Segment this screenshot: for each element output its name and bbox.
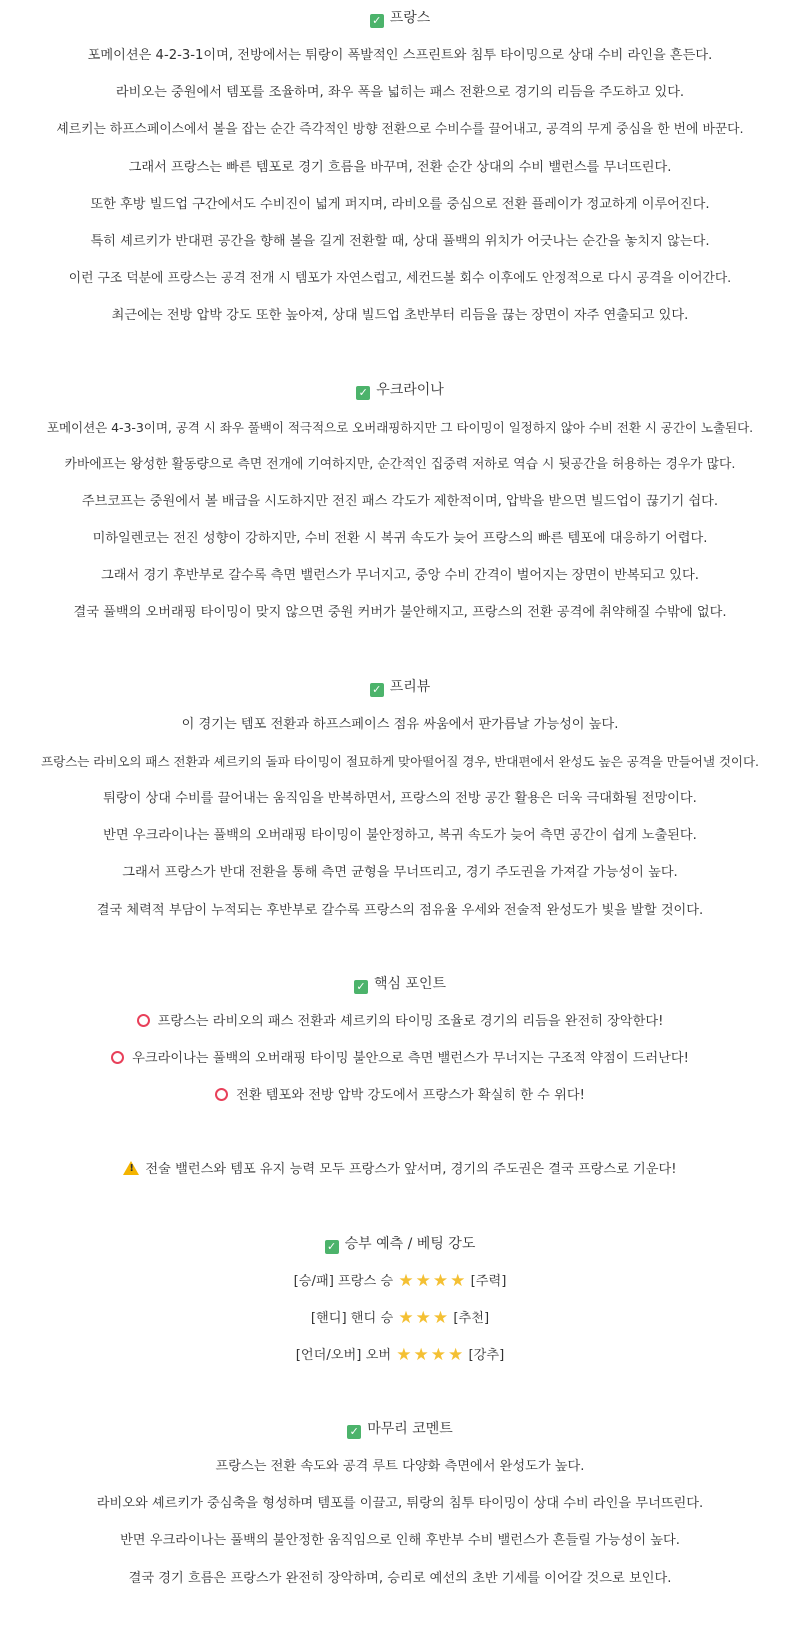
section-ukraine [0, 372, 800, 632]
circle-icon [137, 1014, 150, 1027]
star-icon: ★ [432, 1270, 449, 1291]
warning-text: 전술 밸런스와 템포 유지 능력 모두 프랑스가 앞서며, 경기의 주도권은 결국 프랑스로 기운다! [145, 1162, 677, 1178]
spacer [0, 1374, 800, 1411]
ukraine-heading [0, 372, 800, 409]
preview-heading-text: 프리뷰 [389, 678, 431, 695]
closing-line: 프랑스는 전환 속도와 공격 루트 다양화 측면에서 완성도가 높다. [215, 1459, 585, 1475]
spacer [0, 1189, 800, 1226]
prediction-row [0, 1263, 800, 1300]
section-preview [0, 669, 800, 929]
star-icon: ★ [396, 1344, 412, 1365]
star-rating [397, 1307, 449, 1328]
key-points-heading-text: 핵심 포인트 [373, 975, 447, 992]
star-rating [397, 1270, 466, 1291]
france-line: 이런 구조 덕분에 프랑스는 공격 전개 시 템포가 자연스럽고, 세컨드볼 회수 이후에도 안정적으로 다시 공격을 이어간다. [68, 271, 732, 287]
preview-line: 그래서 프랑스가 반대 전환을 통해 측면 균형을 무너뜨리고, 경기 주도권을 가져갈 가능성이 높다. [122, 865, 678, 881]
key-point-text: 프랑스는 라비오의 패스 전환과 셰르키의 타이밍 조율로 경기의 리듬을 완전히 장악한다! [157, 1013, 664, 1029]
closing-heading-text: 마무리 코멘트 [367, 1421, 453, 1438]
key-point-text: 우크라이나는 풀백의 오버래핑 타이밍 불안으로 측면 밸런스가 무너지는 구조적 약점이 드러난다! [132, 1050, 689, 1066]
star-icon: ★ [432, 1307, 449, 1328]
warning-icon [123, 1161, 139, 1175]
ukraine-line: 결국 풀백의 오버래핑 타이밍이 맞지 않으면 중원 커버가 불안해지고, 프랑스의 전환 공격에 취약해질 수밖에 없다. [73, 605, 727, 621]
star-icon: ★ [415, 1307, 431, 1328]
prediction-heading [0, 1226, 800, 1263]
section-france [0, 0, 800, 335]
ukraine-line: 포메이션은 4-3-3이며, 공격 시 좌우 풀백이 적극적으로 오버래핑하지만 그 타이밍이 일정하지 않아 수비 전환 시 공간이 노출된다. [46, 419, 754, 435]
check-icon: ✓ [347, 1425, 361, 1439]
ukraine-line: 카바에프는 왕성한 활동량으로 측면 전개에 기여하지만, 순간적인 집중력 저하로 역습 시 뒷공간을 허용하는 경우가 많다. [64, 456, 736, 472]
circle-icon [111, 1051, 124, 1064]
star-icon: ★ [398, 1307, 414, 1328]
star-icon: ★ [415, 1270, 431, 1291]
france-line: 최근에는 전방 압박 강도 또한 높아져, 상대 빌드업 초반부터 리듬을 끊는 장면이 자주 연출되고 있다. [111, 308, 689, 324]
spacer [0, 632, 800, 669]
check-icon: ✓ [354, 980, 368, 994]
preview-line: 프랑스는 라비오의 패스 전환과 셰르키의 돌파 타이밍이 절묘하게 맞아떨어질 경우, 반대편에서 완성도 높은 공격을 만들어낼 것이다. [41, 753, 759, 769]
prediction-row [0, 1337, 800, 1374]
prediction-strength: [강추] [468, 1347, 505, 1363]
ukraine-line: 미하일렌코는 전진 성향이 강하지만, 수비 전환 시 복귀 속도가 늦어 프랑스의 빠른 템포에 대응하기 어렵다. [92, 531, 708, 547]
spacer [0, 929, 800, 966]
france-line: 포메이션은 4-2-3-1이며, 전방에서는 튀랑이 폭발적인 스프린트와 침투 타이밍으로 상대 수비 라인을 흔든다. [87, 48, 713, 63]
section-key-points [0, 966, 800, 1115]
ukraine-heading-text: 우크라이나 [376, 381, 444, 398]
preview-line: 튀랑이 상대 수비를 끌어내는 움직임을 반복하면서, 프랑스의 전방 공간 활용은 더욱 극대화될 전망이다. [103, 791, 697, 806]
closing-line: 반면 우크라이나는 풀백의 불안정한 움직임으로 인해 후반부 수비 밸런스가 흔들릴 가능성이 높다. [120, 1533, 680, 1549]
closing-line: 라비오와 셰르키가 중심축을 형성하며 템포를 이끌고, 튀랑의 침투 타이밍이 상대 수비 라인을 무너뜨린다. [96, 1496, 704, 1512]
key-point-item [0, 1077, 800, 1114]
spacer [0, 335, 800, 372]
prediction-label: [핸디] 핸디 승 [310, 1310, 394, 1326]
star-rating [395, 1344, 464, 1365]
closing-line: 결국 경기 흐름은 프랑스가 완전히 장악하며, 승리로 예선의 초반 기세를 이어갈 것으로 보인다. [128, 1570, 672, 1586]
france-line: 셰르키는 하프스페이스에서 볼을 잡는 순간 즉각적인 방향 전환으로 수비수를 끌어내고, 공격의 무게 중심을 한 번에 바꾼다. [56, 122, 744, 138]
france-line: 특히 셰르키가 반대편 공간을 향해 볼을 길게 전환할 때, 상대 풀백의 위치가 어긋나는 순간을 놓치지 않는다. [90, 233, 710, 249]
preview-line: 반면 우크라이나는 풀백의 오버래핑 타이밍이 불안정하고, 복귀 속도가 늦어 측면 공간이 쉽게 노출된다. [103, 828, 697, 844]
preview-line: 결국 체력적 부담이 누적되는 후반부로 갈수록 프랑스의 점유율 우세와 전술적 완성도가 빛을 발할 것이다. [96, 902, 704, 918]
prediction-label: [언더/오버] 오버 [295, 1347, 392, 1363]
prediction-label: [승/패] 프랑스 승 [293, 1273, 394, 1289]
preview-line: 이 경기는 템포 전환과 하프스페이스 점유 싸움에서 판가름날 가능성이 높다. [181, 716, 619, 732]
section-prediction [0, 1226, 800, 1375]
section-warning [0, 1151, 800, 1188]
france-heading [0, 0, 800, 37]
key-point-item [0, 1040, 800, 1077]
key-points-heading [0, 966, 800, 1003]
star-icon: ★ [430, 1344, 447, 1365]
france-line: 라비오는 중원에서 템포를 조율하며, 좌우 폭을 넓히는 패스 전환으로 경기의 리듬을 주도하고 있다. [115, 85, 685, 101]
key-point-item [0, 1003, 800, 1040]
france-line: 또한 후방 빌드업 구간에서도 수비진이 넓게 퍼지며, 라비오를 중심으로 전환 플레이가 정교하게 이루어진다. [90, 196, 710, 212]
section-closing [0, 1411, 800, 1597]
check-icon: ✓ [370, 683, 384, 697]
check-icon: ✓ [325, 1240, 339, 1254]
ukraine-line: 주브코프는 중원에서 볼 배급을 시도하지만 전진 패스 각도가 제한적이며, 압박을 받으면 빌드업이 끊기기 쉽다. [81, 493, 719, 509]
france-heading-text: 프랑스 [389, 10, 431, 26]
check-icon: ✓ [370, 14, 384, 28]
closing-heading [0, 1411, 800, 1448]
star-icon: ★ [448, 1344, 464, 1365]
star-icon: ★ [413, 1344, 429, 1365]
prediction-strength: [주력] [470, 1273, 507, 1289]
circle-icon [215, 1088, 228, 1101]
preview-heading [0, 669, 800, 706]
spacer [0, 1114, 800, 1151]
prediction-heading-text: 승부 예측 / 베팅 강도 [344, 1235, 476, 1252]
warning-line [0, 1151, 800, 1188]
check-icon: ✓ [356, 386, 370, 400]
star-icon: ★ [398, 1270, 414, 1291]
prediction-strength: [추천] [453, 1310, 490, 1326]
prediction-row [0, 1300, 800, 1337]
ukraine-line: 그래서 경기 후반부로 갈수록 측면 밸런스가 무너지고, 중앙 수비 간격이 벌어지는 장면이 반복되고 있다. [101, 568, 699, 584]
key-point-text: 전환 템포와 전방 압박 강도에서 프랑스가 확실히 한 수 위다! [236, 1088, 585, 1104]
france-line: 그래서 프랑스는 빠른 템포로 경기 흐름을 바꾸며, 전환 순간 상대의 수비 밸런스를 무너뜨린다. [128, 159, 672, 175]
star-icon: ★ [450, 1270, 466, 1291]
